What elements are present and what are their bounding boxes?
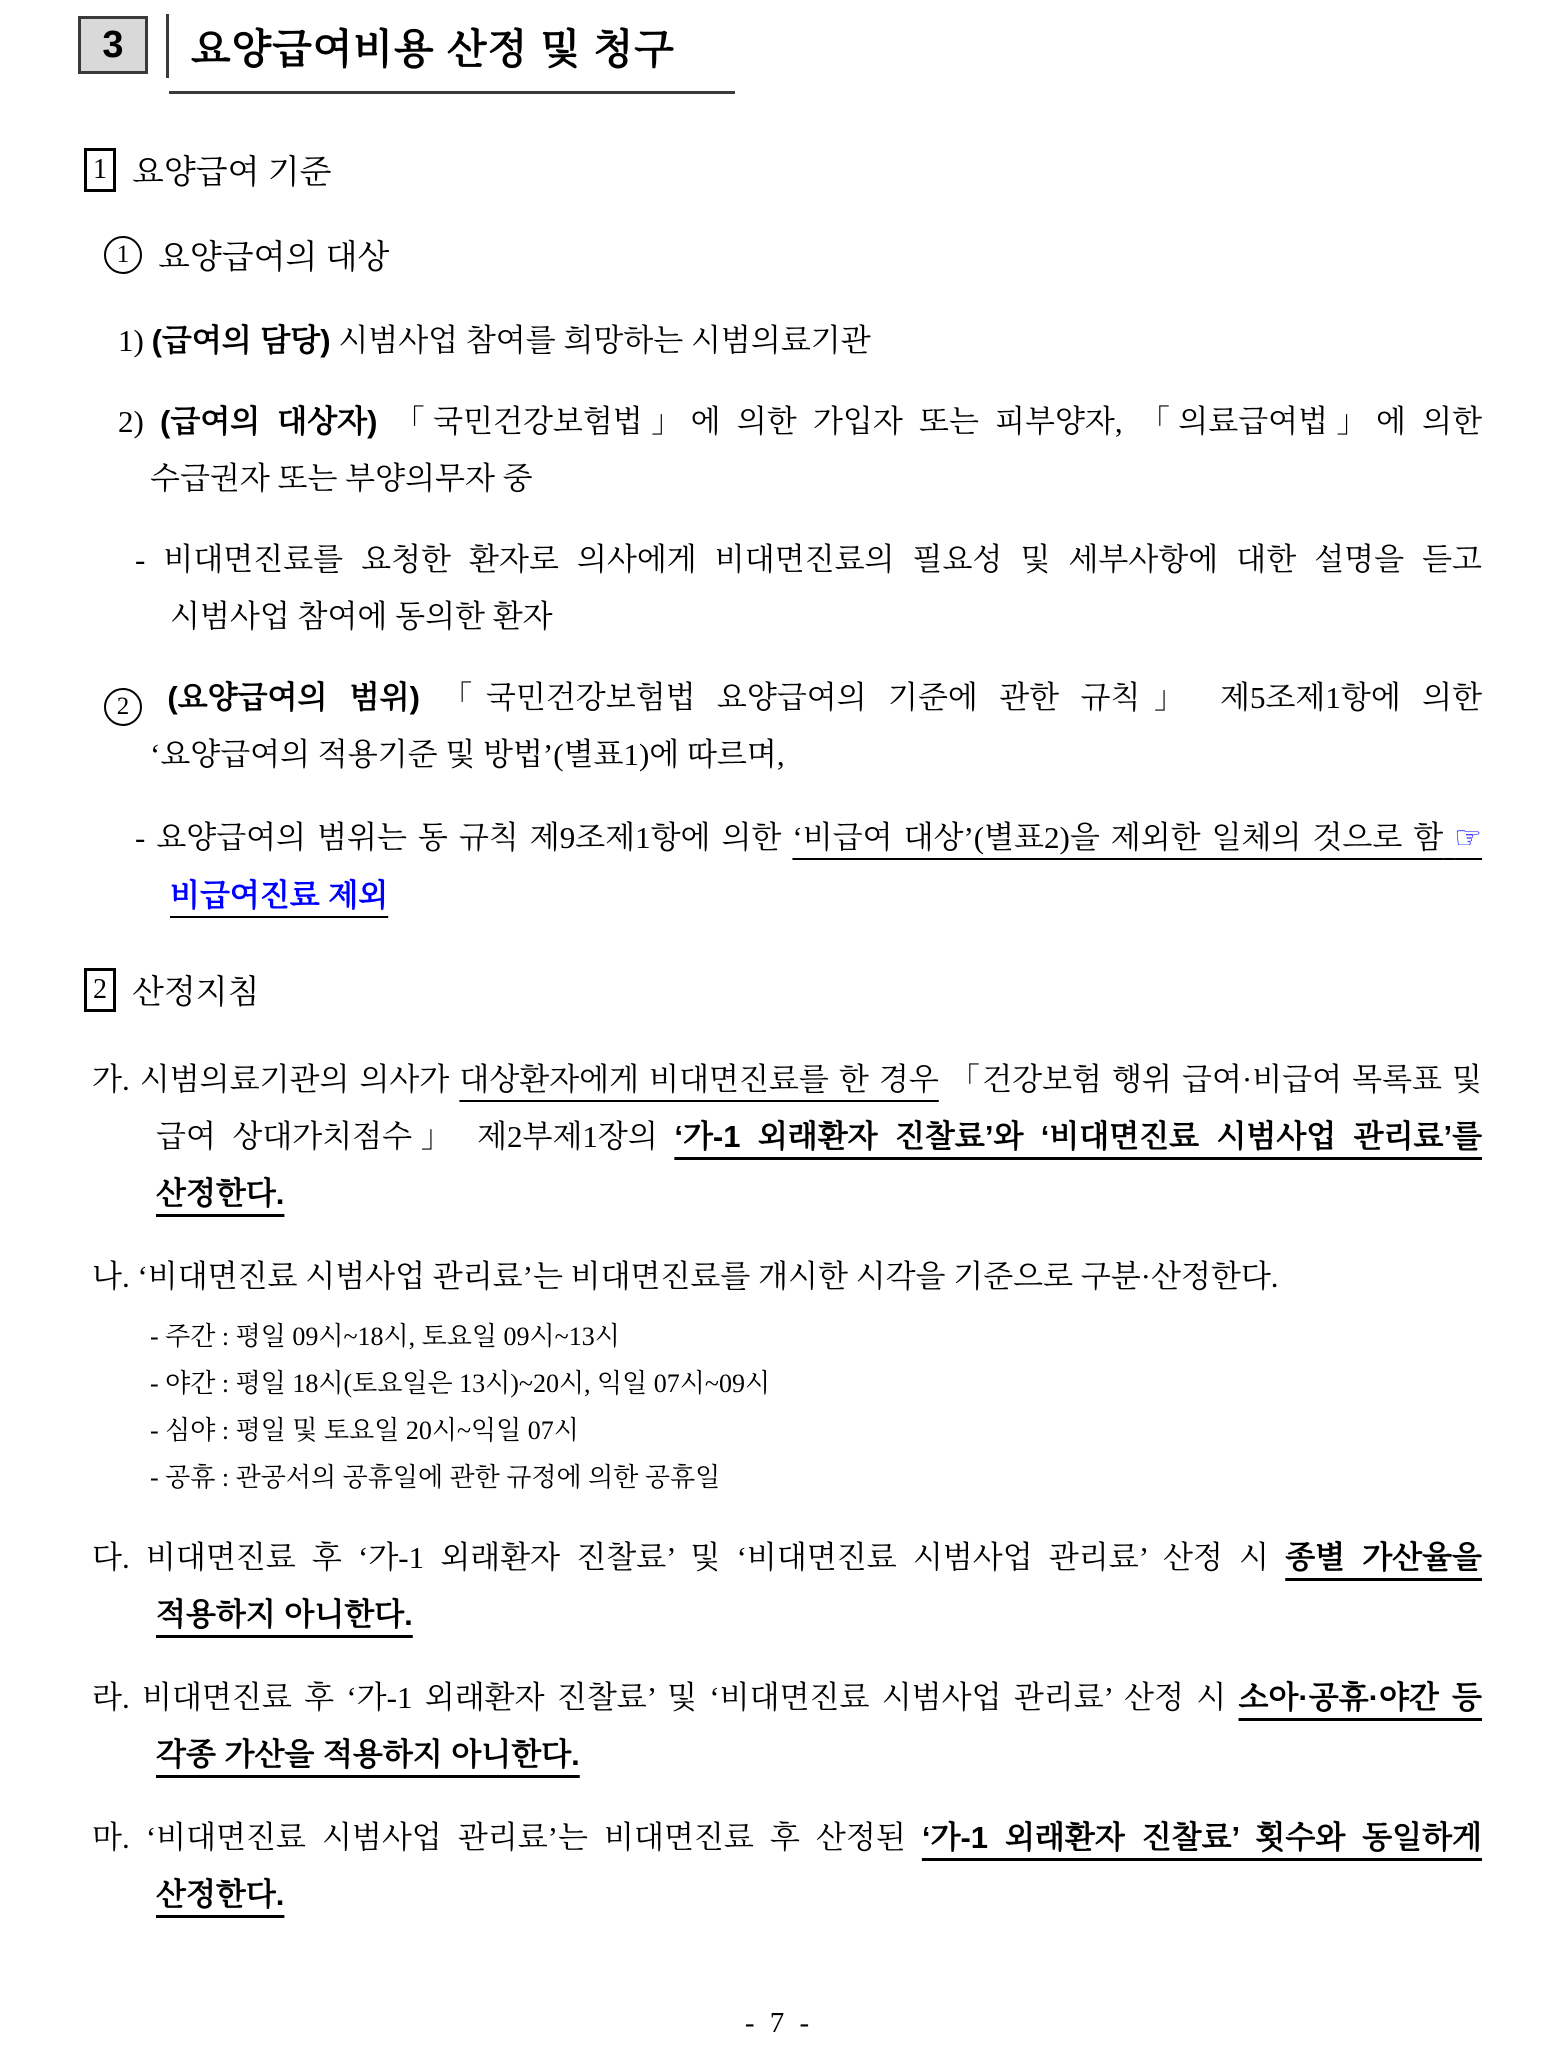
guideline-ma <box>92 1809 1482 1923</box>
exclusion-underlined-text: ‘비급여 대상’(별표2)을 제외한 일체의 것으로 함 <box>792 820 1444 855</box>
exclusion-plain-text: 요양급여의 범위는 동 규칙 제9조제1항에 의한 <box>156 820 782 855</box>
guideline-number: 나. <box>92 1259 130 1294</box>
patient-consent-subitem <box>135 531 1482 645</box>
boxed-number-2-icon: 2 <box>84 968 116 1012</box>
circled-number-2-icon: 2 <box>104 688 142 726</box>
guideline-emphasis-text: ‘가-1 외래환자 진찰료’ 횟수와 동일하게 산정한다. <box>156 1820 1483 1912</box>
time-rule-evening <box>150 1360 1482 1407</box>
subitem-text: 비대면진료를 요청한 환자로 의사에게 비대면진료의 필요성 및 세부사항에 대한 설명을 듣고 시범사업 참여에 동의한 환자 <box>163 542 1483 634</box>
non-benefit-exclusion-subitem <box>135 809 1482 924</box>
guideline-text: 비대면진료 후 ‘가-1 외래환자 진찰료’ 및 ‘비대면진료 시범사업 관리료’ 산정 시 <box>145 1540 1270 1575</box>
benefit-recipient-item <box>118 393 1482 507</box>
pointing-hand-icon: ☞ <box>1454 820 1483 856</box>
time-rule-daytime <box>150 1313 1482 1360</box>
guideline-emphasis-text: 종별 가산율을 적용하지 아니한다. <box>156 1540 1482 1632</box>
time-rule-text: 야간 : 평일 18시(토요일은 13시)~20시, 익일 07시~09시 <box>165 1369 771 1398</box>
item-number: 1) <box>118 323 144 358</box>
chapter-number-box <box>78 16 148 74</box>
dash-marker: - <box>150 1416 159 1445</box>
time-rule-holiday <box>150 1454 1482 1501</box>
time-rule-text: 심야 : 평일 및 토요일 20시~익일 07시 <box>165 1416 579 1445</box>
dash-marker: - <box>150 1463 159 1492</box>
subsection-1-1-title: 요양급여의 대상 <box>158 240 390 276</box>
scope-text: 「국민건강보험법 요양급여의 기준에 관한 규칙」 제5조제1항에 의한 ‘요양급여의 적용기준 및 방법’(별표1)에 따르며, <box>150 680 1483 772</box>
guideline-number: 다. <box>92 1540 130 1575</box>
section-1-heading <box>84 146 1482 193</box>
time-rule-latenight <box>150 1407 1482 1454</box>
time-classification-list <box>78 1313 1482 1501</box>
guideline-number: 마. <box>92 1820 130 1855</box>
guideline-da <box>92 1529 1482 1643</box>
dash-marker: - <box>150 1322 159 1351</box>
guideline-text: ‘비대면진료 시범사업 관리료’는 비대면진료 후 산정된 <box>145 1820 906 1855</box>
item-text: 시범사업 참여를 희망하는 시범의료기관 <box>338 323 871 358</box>
item-number: 2) <box>118 404 144 439</box>
time-rule-text: 주간 : 평일 09시~18시, 토요일 09시~13시 <box>165 1322 620 1351</box>
benefit-scope-paragraph <box>104 669 1482 783</box>
chapter-header <box>78 14 1482 94</box>
guideline-text: 「건강보험 행위 급여·비급여 목록표 및 급여 상대가치점수」 제2부제1장의 <box>156 1062 1482 1154</box>
guideline-ra <box>92 1669 1482 1783</box>
guideline-ga <box>92 1051 1482 1222</box>
boxed-number-1-icon: 1 <box>84 148 116 192</box>
chapter-title: 요양급여비용 산정 및 청구 <box>191 26 675 72</box>
guideline-number: 라. <box>92 1680 130 1715</box>
guideline-emphasis-text: 소아·공휴·야간 등 각종 가산을 적용하지 아니한다. <box>156 1680 1482 1772</box>
page-number: - 7 - <box>744 2007 814 2039</box>
guideline-text: 시범의료기관의 의사가 <box>139 1062 450 1097</box>
item-text: 「국민건강보험법」에 의한 가입자 또는 피부양자, 「의료급여법」에 의한 수급권자 또는 부양의무자 중 <box>150 404 1483 496</box>
chapter-number: 3 <box>102 23 124 66</box>
guideline-emphasis-text: ‘가-1 외래환자 진찰료’와 ‘비대면진료 시범사업 관리료’를 산정한다. <box>156 1119 1483 1211</box>
guideline-number: 가. <box>92 1062 130 1097</box>
dash-marker: - <box>135 542 146 577</box>
chapter-title-underline <box>169 14 735 94</box>
dash-marker: - <box>150 1369 159 1398</box>
scope-label-bold: (요양급여의 범위) <box>167 680 420 715</box>
item-label-bold: (급여의 담당) <box>151 323 331 358</box>
section-1-title: 요양급여 기준 <box>132 155 332 191</box>
benefit-provider-item <box>118 312 1482 369</box>
subsection-1-1-heading <box>104 231 1482 278</box>
guideline-underlined-text: 대상환자에게 비대면진료를 한 경우 <box>459 1062 939 1097</box>
time-rule-text: 공휴 : 관공서의 공휴일에 관한 규정에 의한 공휴일 <box>165 1463 721 1492</box>
section-2-heading <box>84 966 1482 1013</box>
exclusion-highlight-blue: 비급여진료 제외 <box>170 878 389 913</box>
guideline-text: 비대면진료 후 ‘가-1 외래환자 진찰료’ 및 ‘비대면진료 시범사업 관리료’ 산정 시 <box>142 1680 1227 1715</box>
circled-number-1-icon: 1 <box>104 236 142 274</box>
item-label-bold: (급여의 대상자) <box>160 404 378 439</box>
section-2-title: 산정지침 <box>132 975 260 1011</box>
dash-marker: - <box>135 820 146 855</box>
guideline-text: ‘비대면진료 시범사업 관리료’는 비대면진료를 개시한 시각을 기준으로 구분·산정한다. <box>137 1259 1279 1294</box>
guideline-na <box>92 1248 1482 1305</box>
